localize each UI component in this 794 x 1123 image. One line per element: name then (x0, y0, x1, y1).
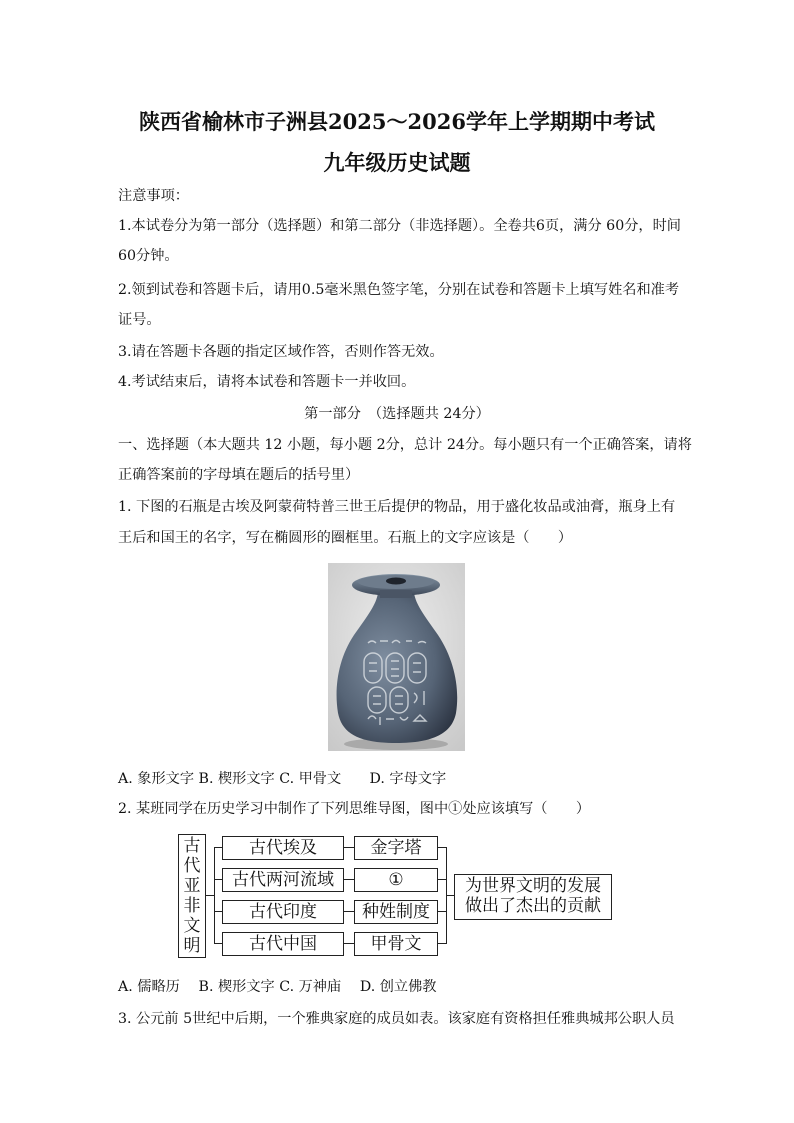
connector (438, 847, 446, 848)
connector (214, 847, 215, 944)
exam-title: 陕西省榆林市子洲县2025～2026学年上学期期中考试 (139, 109, 655, 134)
connector (438, 911, 446, 912)
mind-map (178, 834, 618, 958)
connector (344, 879, 354, 880)
connector (206, 895, 214, 896)
section-instructions-line-2: 正确答案前的字母填在题后的括号里） (118, 467, 360, 483)
note-4: 4.考试结束后，请将本试卷和答题卡一并收回。 (118, 374, 416, 390)
achievement-pyramids: 金字塔 (354, 836, 438, 860)
note-2-line-2: 证号。 (118, 312, 161, 328)
civ-mesopotamia: 古代两河流域 (222, 868, 344, 892)
note-1-line-1: 1.本试卷分为第一部分（选择题）和第二部分（非选择题）。全卷共6页，满分 60分，时间 (118, 218, 681, 234)
mind-map-root: 古 代 亚 非 文 明 (178, 834, 206, 958)
note-1-line-2: 60分钟。 (118, 248, 179, 264)
question-3-line-1: 3. 公元前 5世纪中后期，一个雅典家庭的成员如表。该家庭有资格担任雅典城邦公职人员 (118, 1011, 675, 1027)
notes-heading: 注意事项： (118, 188, 189, 204)
connector (438, 943, 446, 944)
conclusion-line-1: 为世界文明的发展 (465, 876, 601, 896)
connector (344, 911, 354, 912)
question-2-options: A. 儒略历 B. 楔形文字 C. 万神庙 D. 创立佛教 (118, 979, 437, 995)
connector (344, 847, 354, 848)
question-1-line-1: 1. 下图的石瓶是古埃及阿蒙荷特普三世王后提伊的物品，用于盛化妆品或油膏，瓶身上有 (118, 499, 676, 515)
connector (214, 847, 222, 848)
stone-vase-image (328, 563, 465, 751)
part-one-heading: 第一部分 （选择题共 24分） (304, 406, 490, 422)
note-3: 3.请在答题卡各题的指定区域作答，否则作答无效。 (118, 344, 444, 360)
note-2-line-1: 2.领到试卷和答题卡后，请用0.5毫米黑色签字笔，分别在试卷和答题卡上填写姓名和准考 (118, 282, 680, 298)
connector (438, 879, 446, 880)
civ-china: 古代中国 (222, 932, 344, 956)
connector (214, 879, 222, 880)
achievement-caste: 种姓制度 (354, 900, 438, 924)
civ-india: 古代印度 (222, 900, 344, 924)
mind-map-conclusion (454, 874, 612, 920)
connector (214, 943, 222, 944)
civ-egypt: 古代埃及 (222, 836, 344, 860)
connector (214, 911, 222, 912)
question-2-line-1: 2. 某班同学在历史学习中制作了下列思维导图，图中①处应该填写（ ） (118, 801, 591, 817)
conclusion-line-2: 做出了杰出的贡献 (465, 896, 601, 916)
achievement-blank: ① (354, 868, 438, 892)
connector (446, 895, 454, 896)
question-1-options: A. 象形文字 B. 楔形文字 C. 甲骨文 D. 字母文字 (118, 771, 447, 787)
section-instructions-line-1: 一、选择题（本大题共 12 小题，每小题 2分，总计 24分。每小题只有一个正确答案，请将 (118, 437, 692, 453)
connector (344, 943, 354, 944)
exam-subtitle: 九年级历史试题 (323, 150, 471, 175)
question-1-line-2: 王后和国王的名字，写在椭圆形的圈框里。石瓶上的文字应该是（ ） (118, 530, 573, 546)
achievement-oracle-bone: 甲骨文 (354, 932, 438, 956)
